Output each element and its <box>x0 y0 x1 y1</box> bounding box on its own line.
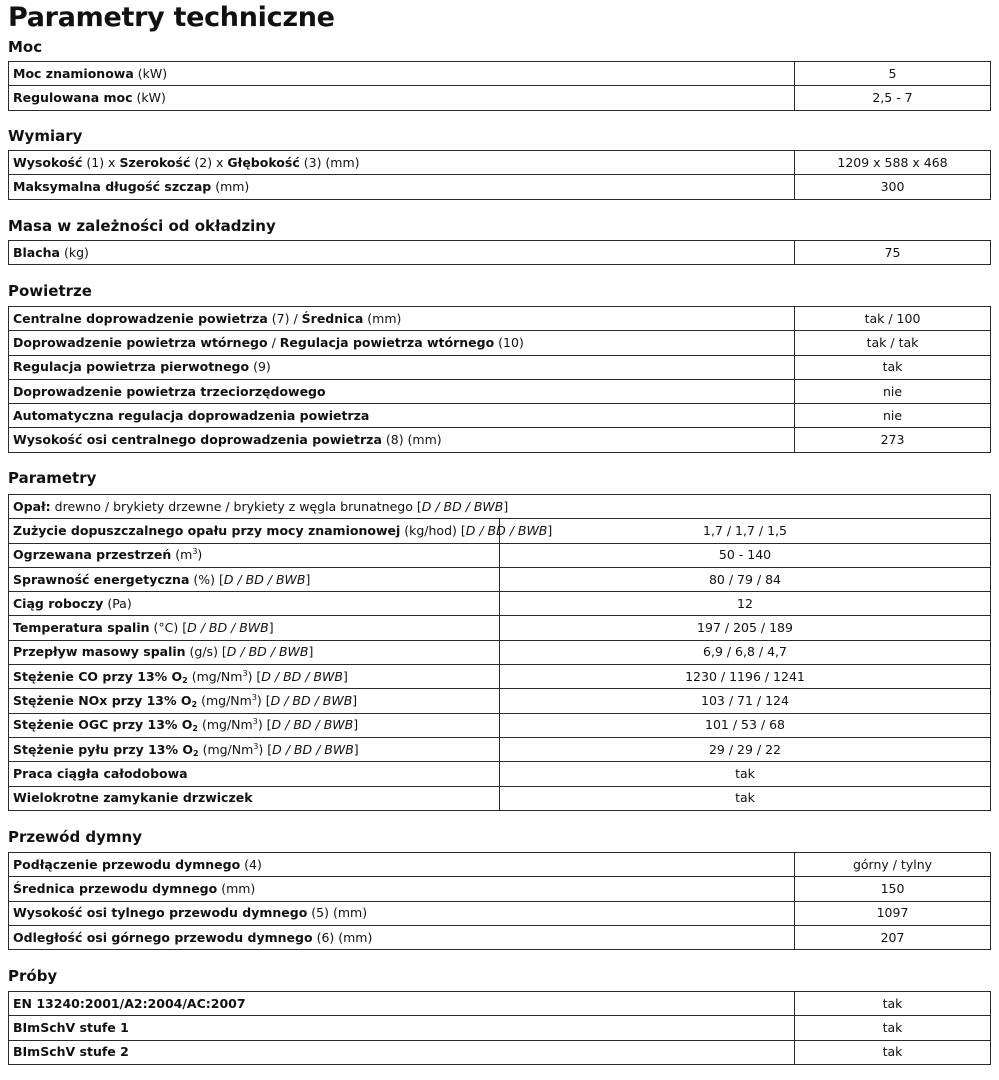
row-label: Odległość osi górnego przewodu dymnego (6) (mm) <box>9 925 795 949</box>
row-value: 75 <box>795 241 991 265</box>
table-row <box>9 175 991 199</box>
table-row <box>9 992 991 1016</box>
row-label: Sprawność energetyczna (%) [D / BD / BWB] <box>9 567 500 591</box>
table-row <box>9 640 991 664</box>
row-value: 207 <box>795 925 991 949</box>
row-label: Regulowana moc (kW) <box>9 86 795 110</box>
row-value: 12 <box>500 592 991 616</box>
table-row <box>9 762 991 786</box>
table-row <box>9 495 991 519</box>
row-value: tak <box>795 992 991 1016</box>
row-value: górny / tylny <box>795 853 991 877</box>
row-value: tak / 100 <box>795 307 991 331</box>
section-title-parametry: Parametry <box>8 469 97 487</box>
row-label: Wielokrotne zamykanie drzwiczek <box>9 786 500 810</box>
table-row <box>9 786 991 810</box>
row-value: nie <box>795 379 991 403</box>
table-row <box>9 616 991 640</box>
table-row <box>9 543 991 567</box>
section-title-przewod: Przewód dymny <box>8 828 143 846</box>
row-label: Wysokość (1) x Szerokość (2) x Głębokość (3) (mm) <box>9 151 795 175</box>
row-value: nie <box>795 404 991 428</box>
table-row <box>9 1016 991 1040</box>
row-value: tak <box>500 762 991 786</box>
table-row <box>9 925 991 949</box>
row-label: Ogrzewana przestrzeń $(m^3)$ <box>9 543 500 567</box>
table-row <box>9 592 991 616</box>
row-label: Doprowadzenie powietrza wtórnego / Regulacja powietrza wtórnego (10) <box>9 331 795 355</box>
row-label: Temperatura spalin (°C) [D / BD / BWB] <box>9 616 500 640</box>
table-row <box>9 151 991 175</box>
section-title-proby: Próby <box>8 967 58 985</box>
row-value: 1097 <box>795 901 991 925</box>
row-value: 50 - 140 <box>500 543 991 567</box>
row-value: tak <box>500 786 991 810</box>
row-label: Stężenie CO przy 13% $O_2$ (mg/Nm$^3$) [D / BD / BWB] <box>9 665 500 689</box>
row-label: Doprowadzenie powietrza trzeciorzędowego <box>9 379 795 403</box>
row-label: Stężenie pyłu przy 13% $O_2$ (mg/Nm$^3$) [D / BD / BWB] <box>9 737 500 761</box>
table-row <box>9 241 991 265</box>
row-label: Średnica przewodu dymnego (mm) <box>9 877 795 901</box>
table-moc <box>8 61 991 111</box>
table-row <box>9 404 991 428</box>
table-row <box>9 853 991 877</box>
row-value: 6,9 / 6,8 / 4,7 <box>500 640 991 664</box>
table-masa <box>8 240 991 265</box>
table-row <box>9 355 991 379</box>
row-label: Ciąg roboczy (Pa) <box>9 592 500 616</box>
row-value: tak <box>795 1040 991 1064</box>
row-label: Przepływ masowy spalin (g/s) [D / BD / BWB] <box>9 640 500 664</box>
table-powietrze <box>8 306 991 453</box>
table-row <box>9 737 991 761</box>
row-label: Maksymalna długość szczap (mm) <box>9 175 795 199</box>
row-label: Moc znamionowa (kW) <box>9 62 795 86</box>
row-value: 1,7 / 1,7 / 1,5 <box>500 519 991 543</box>
row-label: Zużycie dopuszczalnego opału przy mocy znamionowej (kg/hod) [D / BD / BWB] <box>9 519 500 543</box>
section-title-moc: Moc <box>8 38 43 56</box>
table-row <box>9 428 991 452</box>
table-row <box>9 689 991 713</box>
row-value: 150 <box>795 877 991 901</box>
row-value: 103 / 71 / 124 <box>500 689 991 713</box>
section-title-masa: Masa w zależności od okładziny <box>8 217 276 235</box>
row-label: Regulacja powietrza pierwotnego (9) <box>9 355 795 379</box>
row-label: Automatyczna regulacja doprowadzenia powietrza <box>9 404 795 428</box>
row-value: 1230 / 1196 / 1241 <box>500 665 991 689</box>
row-label-fuel: Opał: drewno / brykiety drzewne / brykiety z węgla brunatnego [D / BD / BWB] <box>9 495 991 519</box>
row-value: 300 <box>795 175 991 199</box>
row-value: 273 <box>795 428 991 452</box>
row-label: EN 13240:2001/A2:2004/AC:2007 <box>9 992 795 1016</box>
row-value: 29 / 29 / 22 <box>500 737 991 761</box>
section-title-wymiary: Wymiary <box>8 127 83 145</box>
table-przewod <box>8 852 991 950</box>
table-row <box>9 307 991 331</box>
row-label: Stężenie NOx przy 13% $O_2$ (mg/Nm$^3$) [D / BD / BWB] <box>9 689 500 713</box>
table-row <box>9 1040 991 1064</box>
row-value: 2,5 - 7 <box>795 86 991 110</box>
row-label: Wysokość osi centralnego doprowadzenia powietrza (8) (mm) <box>9 428 795 452</box>
row-label: Podłączenie przewodu dymnego (4) <box>9 853 795 877</box>
table-row <box>9 713 991 737</box>
table-parametry <box>8 494 991 811</box>
table-row <box>9 877 991 901</box>
row-label: Praca ciągła całodobowa <box>9 762 500 786</box>
row-value: 5 <box>795 62 991 86</box>
row-label: Stężenie OGC przy 13% $O_2$ (mg/Nm$^3$) [D / BD / BWB] <box>9 713 500 737</box>
row-value: tak <box>795 1016 991 1040</box>
row-value: 101 / 53 / 68 <box>500 713 991 737</box>
row-value: tak <box>795 355 991 379</box>
table-wymiary <box>8 150 991 200</box>
row-label: Blacha (kg) <box>9 241 795 265</box>
section-title-powietrze: Powietrze <box>8 282 92 300</box>
row-label: Centralne doprowadzenie powietrza (7) / Średnica (mm) <box>9 307 795 331</box>
row-label: Wysokość osi tylnego przewodu dymnego (5) (mm) <box>9 901 795 925</box>
row-label: BImSchV stufe 2 <box>9 1040 795 1064</box>
table-row <box>9 62 991 86</box>
table-row <box>9 86 991 110</box>
table-row <box>9 519 991 543</box>
table-row <box>9 665 991 689</box>
table-row <box>9 331 991 355</box>
table-row <box>9 567 991 591</box>
table-proby <box>8 991 991 1065</box>
page-title: Parametry techniczne <box>8 2 335 33</box>
table-row <box>9 379 991 403</box>
row-value: 1209 x 588 x 468 <box>795 151 991 175</box>
row-value: 80 / 79 / 84 <box>500 567 991 591</box>
table-row <box>9 901 991 925</box>
row-value: tak / tak <box>795 331 991 355</box>
row-label: BImSchV stufe 1 <box>9 1016 795 1040</box>
row-value: 197 / 205 / 189 <box>500 616 991 640</box>
